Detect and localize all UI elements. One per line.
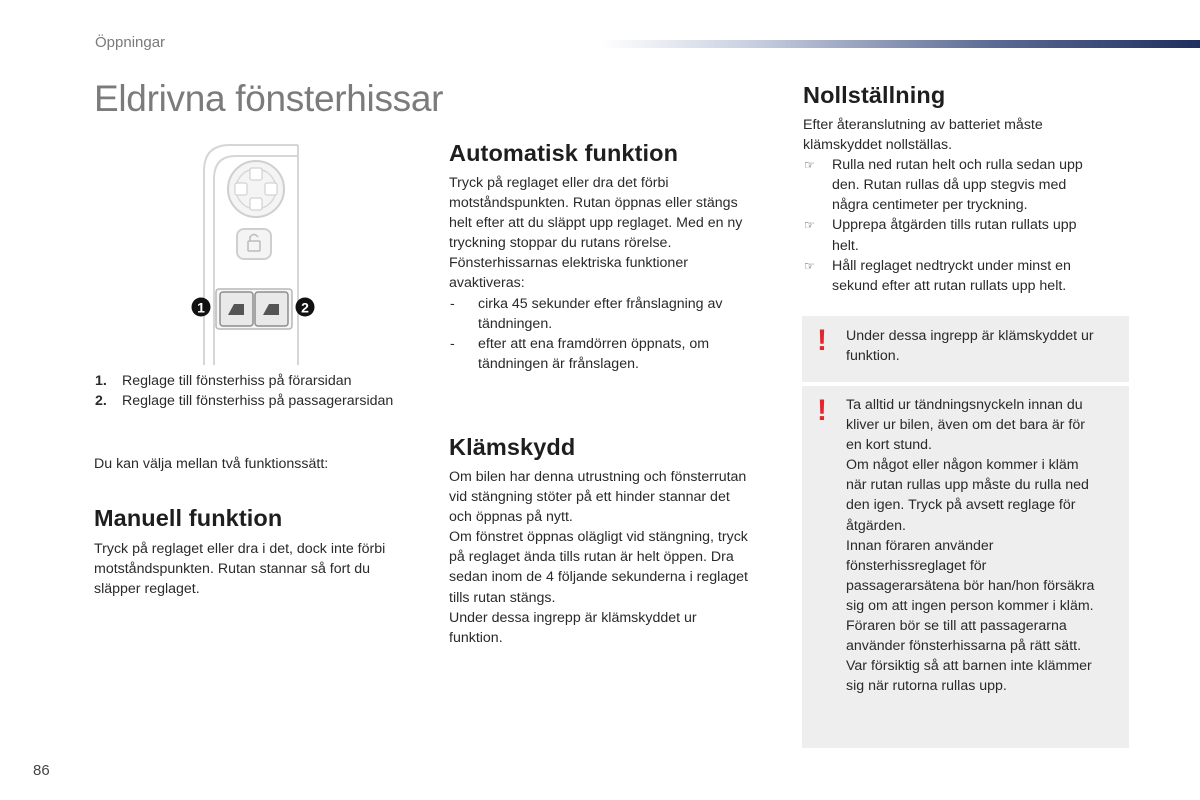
list-item <box>803 155 1133 215</box>
list-item <box>449 334 784 374</box>
text-line: Om fönstret öppnas olägligt vid stängning, tryck <box>449 529 748 546</box>
text-line: cirka 45 sekunder efter frånslagning av <box>478 295 723 312</box>
caption-number: 1. <box>95 373 107 389</box>
text-line: kliver ur bilen, även om det bara är för <box>846 417 1085 434</box>
list-item <box>803 256 1133 296</box>
figure-caption-1 <box>95 371 352 392</box>
text-line: använder fönsterhissarna på rätt sätt. <box>846 638 1082 655</box>
text-line: avaktiveras: <box>449 275 525 292</box>
list-item <box>803 215 1133 255</box>
reset-body <box>803 115 1133 296</box>
reset-heading: Nollställning <box>803 82 946 108</box>
text-line: Om bilen har denna utrustning och fönsterrutan <box>449 469 747 485</box>
text-line: tryckning stoppar du rutans rörelse. <box>449 235 672 252</box>
text-line: vid stängning stöter på ett hinder stannar det <box>449 489 730 506</box>
caption-text: Reglage till fönsterhiss på passagerarsidan <box>122 393 394 409</box>
text-line: Rulla ned rutan helt och rulla sedan upp <box>832 157 1083 174</box>
hand-pointer-icon: ☞ <box>804 218 815 233</box>
caption-text: Reglage till fönsterhiss på förarsidan <box>122 373 352 389</box>
text-line: tills rutan stängs. <box>449 589 556 606</box>
text-line: Var försiktig så att barnen inte klämmer <box>846 658 1092 675</box>
callout-2 <box>296 298 315 317</box>
text-line: klämskyddet nollställas. <box>803 137 953 154</box>
text-line: Efter återanslutning av batteriet måste <box>803 117 1043 133</box>
warning-box-2 <box>802 386 1129 748</box>
text-line: några centimeter per tryckning. <box>832 197 1028 214</box>
text-line: Tryck på reglaget eller dra det förbi <box>449 175 669 191</box>
callout-2-label: 2 <box>301 299 309 316</box>
caption-number: 2. <box>95 393 107 409</box>
deactivation-list <box>449 294 784 374</box>
dash-marker: - <box>450 295 455 312</box>
mirror-joystick-icon <box>228 161 284 217</box>
text-line: Upprepa åtgärden tills rutan rullats upp <box>832 217 1077 234</box>
text-line: Under dessa ingrepp är klämskyddet ur <box>449 609 697 626</box>
text-line: Innan föraren använder <box>846 537 994 554</box>
manual-heading: Manuell funktion <box>94 505 283 531</box>
text-line: funktion. <box>449 629 503 646</box>
text-line: den. Rutan rullas då upp stegvis med <box>832 177 1067 194</box>
list-item <box>449 294 784 334</box>
pinch-body <box>449 467 784 648</box>
callout-1 <box>192 298 211 317</box>
text-line: motståndspunkten. Rutan stannar så fort du <box>94 561 371 578</box>
warning-text <box>846 326 1119 366</box>
dash-marker: - <box>450 335 455 352</box>
text-line: passagerarsätena bör han/hon försäkra <box>846 577 1095 594</box>
automatic-heading: Automatisk funktion <box>449 140 679 166</box>
callout-1-label: 1 <box>197 299 205 316</box>
text-line: när rutan rullas upp måste du rulla ned <box>846 477 1089 494</box>
text-line: släpper reglaget. <box>94 581 200 598</box>
text-line: Tryck på reglaget eller dra i det, dock inte förbi <box>94 541 386 557</box>
window-switch-2-icon <box>255 292 288 326</box>
pinch-heading: Klämskydd <box>449 434 576 460</box>
text-line: tändningen. <box>478 315 553 332</box>
text-line: Under dessa ingrepp är klämskyddet ur <box>846 328 1094 344</box>
intro-text: Du kan välja mellan två funktionssätt: <box>94 456 329 472</box>
text-line: på reglaget ända tills rutan är helt öppen. Dra <box>449 549 734 566</box>
window-switch-1-icon <box>220 292 253 326</box>
text-line: åtgärden. <box>846 517 906 534</box>
text-line: fönsterhissreglaget för <box>846 557 987 574</box>
warning-text <box>846 395 1119 696</box>
text-line: efter att ena framdörren öppnats, om <box>478 335 710 352</box>
warning-icon: ! <box>817 324 827 357</box>
warning-box-1 <box>802 316 1129 382</box>
text-line: funktion. <box>846 348 900 365</box>
text-line: den igen. Tryck på avsett reglage för <box>846 497 1076 514</box>
page-number: 86 <box>33 762 50 779</box>
figure-caption-2 <box>95 391 393 412</box>
section-tag: Öppningar <box>95 34 166 51</box>
text-line: sedan inom de 4 följande sekunderna i reglaget <box>449 569 748 586</box>
hand-pointer-icon: ☞ <box>804 258 815 273</box>
text-line: en kort stund. <box>846 437 932 454</box>
text-line: Om något eller någon kommer i kläm <box>846 457 1079 474</box>
text-line: helt efter att du släppt upp reglaget. Med en ny <box>449 215 743 232</box>
automatic-body <box>449 173 784 374</box>
warning-icon: ! <box>817 394 827 427</box>
text-line: och öppnas på nytt. <box>449 509 573 526</box>
hand-pointer-icon: ☞ <box>804 158 815 173</box>
reset-steps <box>803 155 1133 296</box>
text-line: Håll reglaget nedtryckt under minst en <box>832 257 1071 274</box>
text-line: motståndspunkten. Rutan öppnas eller stängs <box>449 195 738 212</box>
manual-body <box>94 539 424 599</box>
page-title: Eldrivna fönsterhissar <box>94 78 444 119</box>
text-line: Ta alltid ur tändningsnyckeln innan du <box>846 397 1083 413</box>
header-bar <box>600 40 1200 48</box>
door-switch-illustration <box>190 143 320 365</box>
text-line: tändningen är frånslagen. <box>478 355 639 372</box>
text-line: sig när rutorna rullas upp. <box>846 678 1007 695</box>
lock-switch-icon <box>237 229 271 259</box>
text-line: helt. <box>832 237 859 254</box>
text-line: Fönsterhissarnas elektriska funktioner <box>449 255 688 272</box>
text-line: Föraren bör se till att passagerarna <box>846 618 1067 635</box>
text-line: sig om att ingen person kommer i kläm. <box>846 597 1094 614</box>
text-line: sekund efter att rutan rullats upp helt. <box>832 277 1067 294</box>
